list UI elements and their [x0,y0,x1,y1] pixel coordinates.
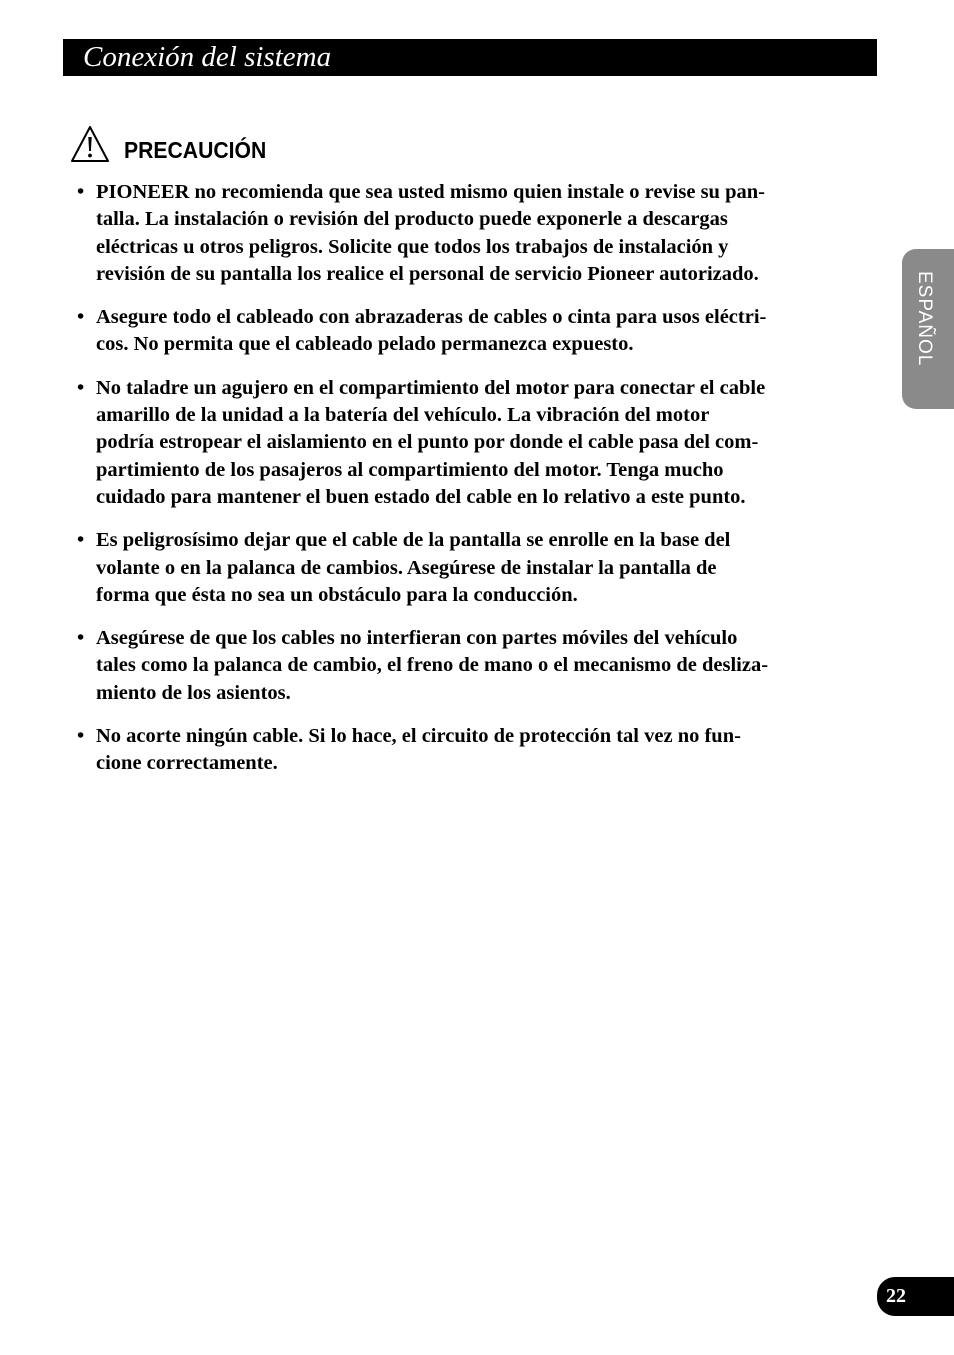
language-tab [902,249,954,409]
bullet-dot: • [77,181,85,203]
caution-item [77,527,857,609]
page-number: 22 [886,1285,906,1307]
bullet-dot: • [77,306,85,329]
caution-item [77,625,857,707]
caution-item-line: No taladre un agujero en el compartimiento del motor para conectar el cable [96,376,766,399]
language-label: ESPAÑOL [914,271,935,367]
page-title: Conexión del sistema [83,41,332,73]
caution-item [77,304,857,359]
bullet-dot: • [77,725,85,748]
caution-item-line: No acorte ningún cable. Si lo hace, el circuito de protección tal vez no fun- [96,725,741,748]
caution-item-line: amarillo de la unidad a la batería del vehículo. La vibración del motor [96,404,710,427]
caution-item-line: podría estropear el aislamiento en el punto por donde el cable pasa del com- [96,431,759,454]
caution-item-line: Es peligrosísimo dejar que el cable de la pantalla se enrolle en la base del [96,529,731,552]
caution-item-line: tales como la palanca de cambio, el freno de mano o el mecanismo de desliza- [96,654,769,677]
caution-item-line: talla. La instalación o revisión del producto puede exponerle a descargas [96,208,728,231]
caution-list [77,179,857,794]
caution-item [77,375,857,511]
caution-item-line: PIONEER no recomienda que sea usted mismo quien instale o revise su pan- [96,181,765,203]
caution-item-line: cuidado para mantener el buen estado del cable en lo relativo a este punto. [96,485,746,508]
bullet-dot: • [77,529,85,552]
bullet-dot: • [77,376,85,399]
section-title-bar [63,39,877,76]
caution-item-line: miento de los asientos. [96,681,291,704]
caution-item-line: revisión de su pantalla los realice el personal de servicio Pioneer autorizado. [96,262,759,285]
caution-item [77,723,857,778]
caution-item-line: volante o en la palanca de cambios. Asegúrese de instalar la pantalla de [96,556,717,579]
page-number-tab [877,1277,954,1316]
caution-item-line: Asegúrese de que los cables no interfieran con partes móviles del vehículo [96,627,738,650]
caution-label: PRECAUCIÓN [124,137,267,163]
caution-item-line: Asegure todo el cableado con abrazaderas de cables o cinta para usos eléctri- [96,306,767,329]
caution-item-line: cos. No permita que el cableado pelado permanezca expuesto. [96,333,634,356]
caution-item-line: partimiento de los pasajeros al compartimiento del motor. Tenga mucho [96,458,724,481]
caution-item-line: cione correctamente. [96,752,278,775]
caution-item-line: forma que ésta no sea un obstáculo para la conducción. [96,583,578,606]
caution-item-line: eléctricas u otros peligros. Solicite que todos los trabajos de instalación y [96,235,729,258]
warning-triangle-icon [70,124,110,164]
caution-item [77,179,857,288]
bullet-dot: • [77,627,85,650]
